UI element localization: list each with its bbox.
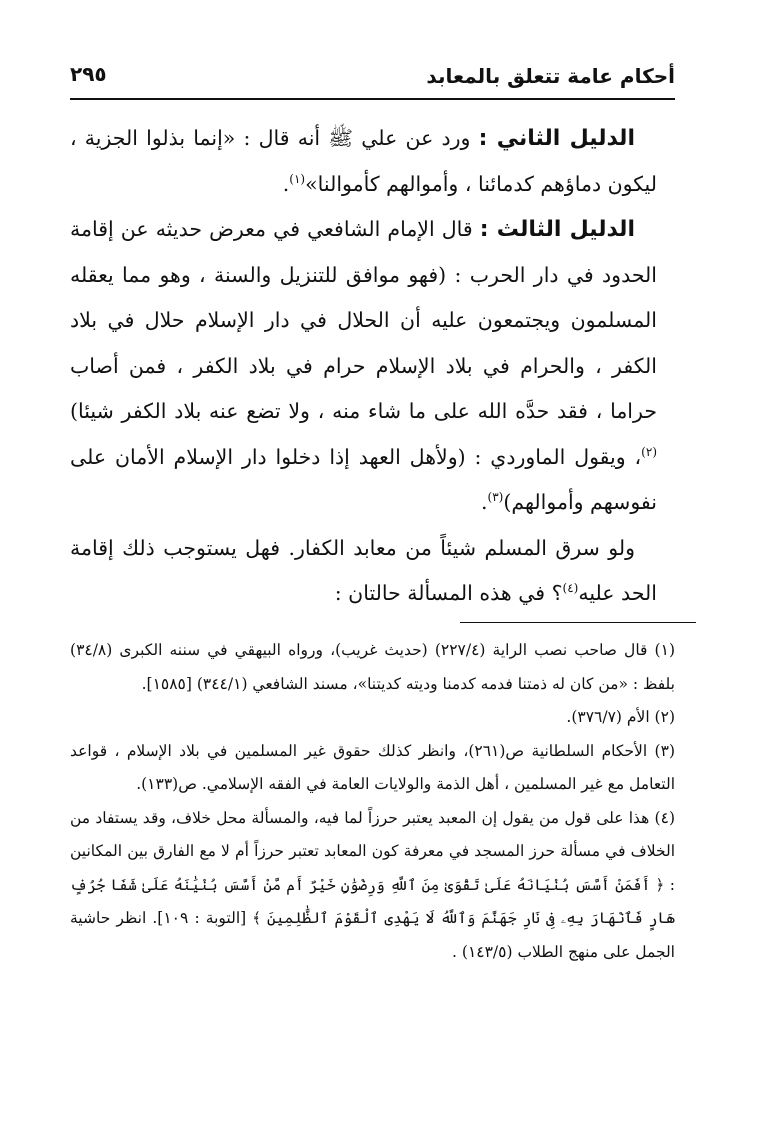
footnote-3: (٣) الأحكام السلطانية ص(٢٦١)، وانظر كذلك حقوق غير المسلمين في بلاد الإسلام ، قواعد التعامل مع غير المسلمين ، أهل الذمة والولايات العامة في الفقه الإسلامي. ص(١٣٣). — [70, 741, 675, 793]
paragraph-end: . — [480, 490, 488, 514]
footnotes — [70, 634, 675, 969]
paragraph-third-evidence — [70, 207, 657, 526]
page-header — [70, 58, 675, 100]
running-title: أحكام عامة تتعلق بالمعابد — [426, 64, 675, 88]
footnote-2: (٢) الأم (٣٧٦/٧). — [566, 708, 675, 726]
footnote-ref[interactable]: (٣) — [487, 490, 504, 505]
paragraph-theft-question — [70, 526, 657, 617]
paragraph-second-evidence — [70, 116, 657, 207]
paragraph-label: الدليل الثاني : — [478, 126, 635, 151]
quran-verse: ﴿ أَفَمَنْ أَسَّسَ بُنْيَانَهُ عَلَىٰ تَقْوَىٰ مِنَ ٱللَّهِ وَرِضْوَٰنٍ خَيْرٌ أَم مَّنْ أَسَّسَ بُنْيَٰنَهُ عَلَىٰ شَفَا جُرُفٍ هَارٍ فَٱنْهَارَ بِهِۦ فِى نَارِ جَهَنَّمَ وَٱللَّهُ لَا يَهْدِى ٱلْقَوْمَ ٱلظَّٰلِمِينَ ﴾ — [70, 875, 675, 927]
footnote-1: (١) قال صاحب نصب الراية (٢٢٧/٤) (حديث غريب)، ورواه البيهقي في سننه الكبرى (٣٤/٨) بلفظ : «من كان له ذمتنا فدمه كدمنا وديته كديتنا»، مسند الشافعي (٣٤٤/١) [١٥٨٥]. — [70, 641, 675, 693]
main-text — [70, 116, 657, 617]
footnote-ref[interactable]: (٢) — [641, 444, 657, 459]
footnote-ref[interactable]: (٤) — [562, 581, 579, 596]
paragraph-label: الدليل الثالث : — [479, 217, 635, 242]
paragraph-end: . — [282, 171, 290, 196]
page-number: ٢٩٥ — [70, 62, 107, 86]
footnote-ref[interactable]: (١) — [289, 171, 306, 186]
paragraph-text: ؟ في هذه المسألة حالتان : — [334, 581, 563, 605]
footnote-separator — [460, 622, 696, 623]
paragraph-text: ، ويقول الماوردي : (ولأهل العهد إذا دخلوا دار الإسلام الأمان على نفوسهم وأموالهم) — [70, 444, 657, 514]
paragraph-text: ولو سرق المسلم شيئاً من معابد الكفار. فهل يستوجب ذلك إقامة الحد عليه — [70, 535, 657, 605]
footnote-4 — [70, 802, 675, 970]
paragraph-text: قال الإمام الشافعي في معرض حديثه عن إقامة الحدود في دار الحرب : (فهو موافق للتنزيل والسنة ، وهو مما يعقله المسلمون ويجتمعون عليه أن الحلال في دار الإسلام حلال في بلاد الكفر ، والحرام في بلاد الإسلام حرام في بلاد الكفر ، فمن أصاب حراما ، فقد حدَّه الله على ما شاء منه ، ولا تضع عنه بلاد الكفر شيئا) — [70, 217, 657, 423]
footnote-4-reference: [التوبة : ١٠٩]. انظر حاشية الجمل على منهج الطلاب (١٤٣/٥) . — [70, 909, 675, 961]
paragraph-text: ورد عن علي ﷺ أنه قال : «إنما بذلوا الجزية ، ليكون دماؤهم كدمائنا ، وأموالهم كأموالنا» — [70, 126, 657, 196]
footnote-4-text: (٤) هذا على قول من يقول إن المعبد يعتبر حرزاً لما فيه، والمسألة محل خلاف، وقد يستفاد من الخلاف في مسألة حرز المسجد في معرفة كون المعابد تعتبر حرزاً أم لا مع الفارق بين المكانين : — [70, 808, 675, 894]
